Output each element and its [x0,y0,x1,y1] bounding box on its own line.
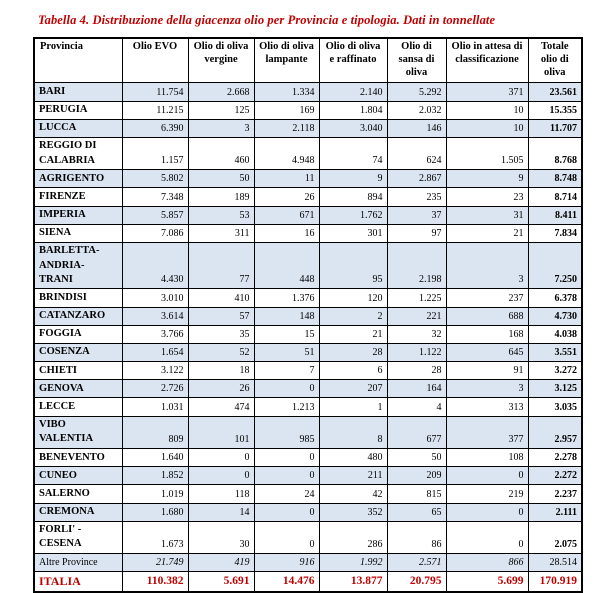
value-cell: 28 [387,362,446,380]
value-cell: 688 [446,307,528,325]
total-cell: 28.514 [528,554,582,572]
value-cell: 169 [254,101,319,119]
value-cell: 16 [254,224,319,242]
table-row [34,416,582,448]
value-cell: 221 [387,307,446,325]
column-header: Totale olio di oliva [528,38,582,83]
value-cell: 0 [446,467,528,485]
table-body [34,83,582,571]
province-cell: LECCE [34,398,122,416]
value-cell: 21 [446,224,528,242]
total-cell: 2.075 [528,521,582,553]
value-cell: 11 [254,170,319,188]
column-header: Olio di oliva e raffinato [319,38,387,83]
value-cell: 311 [188,224,254,242]
value-cell: 301 [319,224,387,242]
value-cell: 1.673 [122,521,188,553]
value-cell: 377 [446,416,528,448]
value-cell: 1.122 [387,343,446,361]
total-cell: 2.111 [528,503,582,521]
value-cell: 1.157 [122,137,188,169]
value-cell: 0 [188,467,254,485]
value-cell: 624 [387,137,446,169]
province-cell: FIRENZE [34,188,122,206]
value-cell: 2.140 [319,83,387,101]
value-cell: 237 [446,289,528,307]
value-cell: 645 [446,343,528,361]
value-cell: 1.334 [254,83,319,101]
value-cell: 164 [387,380,446,398]
value-cell: 10 [446,119,528,137]
value-cell: 32 [387,325,446,343]
province-cell: BRINDISI [34,289,122,307]
totals-value-cell: 5.699 [446,571,528,592]
value-cell: 0 [446,521,528,553]
value-cell: 0 [188,449,254,467]
total-cell: 3.272 [528,362,582,380]
province-cell: CATANZARO [34,307,122,325]
province-cell: SIENA [34,224,122,242]
value-cell: 9 [446,170,528,188]
value-cell: 1.804 [319,101,387,119]
value-cell: 4.948 [254,137,319,169]
value-cell: 7.086 [122,224,188,242]
table-row [34,119,582,137]
total-cell: 8.714 [528,188,582,206]
column-header: Olio di oliva lampante [254,38,319,83]
value-cell: 352 [319,503,387,521]
total-cell: 4.730 [528,307,582,325]
value-cell: 42 [319,485,387,503]
value-cell: 9 [319,170,387,188]
value-cell: 189 [188,188,254,206]
province-cell: BARI [34,83,122,101]
value-cell: 53 [188,206,254,224]
province-cell: PERUGIA [34,101,122,119]
table-row [34,83,582,101]
total-cell: 15.355 [528,101,582,119]
province-cell: BARLETTA-ANDRIA-TRANI [34,242,122,289]
province-cell: COSENZA [34,343,122,361]
value-cell: 1.225 [387,289,446,307]
province-cell: AGRIGENTO [34,170,122,188]
province-cell: FORLI' - CESENA [34,521,122,553]
province-cell: REGGIO DI CALABRIA [34,137,122,169]
value-cell: 671 [254,206,319,224]
totals-grand-total-cell: 170.919 [528,571,582,592]
total-cell: 4.038 [528,325,582,343]
total-cell: 11.707 [528,119,582,137]
value-cell: 0 [446,503,528,521]
value-cell: 410 [188,289,254,307]
province-cell: SALERNO [34,485,122,503]
value-cell: 15 [254,325,319,343]
totals-value-cell: 5.691 [188,571,254,592]
table-row [34,398,582,416]
table-row [34,101,582,119]
table-row [34,242,582,289]
value-cell: 1 [319,398,387,416]
value-cell: 148 [254,307,319,325]
value-cell: 6.390 [122,119,188,137]
value-cell: 313 [446,398,528,416]
table-title: Tabella 4. Distribuzione della giacenza olio per Provincia e tipologia. Dati in tonnellate [38,13,496,27]
value-cell: 5.292 [387,83,446,101]
table-row [34,188,582,206]
value-cell: 1.019 [122,485,188,503]
total-cell: 8.411 [528,206,582,224]
value-cell: 2.032 [387,101,446,119]
value-cell: 2.571 [387,554,446,572]
value-cell: 57 [188,307,254,325]
value-cell: 24 [254,485,319,503]
table-row [34,521,582,553]
totals-value-cell: 14.476 [254,571,319,592]
value-cell: 1.762 [319,206,387,224]
value-cell: 5.857 [122,206,188,224]
value-cell: 65 [387,503,446,521]
value-cell: 2.668 [188,83,254,101]
giacenza-olio-table [33,37,583,593]
total-cell: 2.237 [528,485,582,503]
total-cell: 2.278 [528,449,582,467]
value-cell: 371 [446,83,528,101]
table-row [34,449,582,467]
table-row [34,485,582,503]
province-cell: GENOVA [34,380,122,398]
document-page [0,13,613,589]
total-cell: 7.250 [528,242,582,289]
value-cell: 1.992 [319,554,387,572]
value-cell: 4 [387,398,446,416]
value-cell: 118 [188,485,254,503]
value-cell: 30 [188,521,254,553]
value-cell: 26 [254,188,319,206]
table-row [34,467,582,485]
total-cell: 2.957 [528,416,582,448]
totals-value-cell: 110.382 [122,571,188,592]
value-cell: 11.754 [122,83,188,101]
province-cell: BENEVENTO [34,449,122,467]
column-header: Olio di sansa di oliva [387,38,446,83]
table-row [34,206,582,224]
table-row [34,503,582,521]
value-cell: 2 [319,307,387,325]
header-row [34,38,582,83]
value-cell: 50 [188,170,254,188]
totals-label-cell: ITALIA [34,571,122,592]
value-cell: 108 [446,449,528,467]
province-cell: CUNEO [34,467,122,485]
value-cell: 7 [254,362,319,380]
value-cell: 168 [446,325,528,343]
value-cell: 460 [188,137,254,169]
value-cell: 51 [254,343,319,361]
table-row [34,289,582,307]
table-row [34,224,582,242]
value-cell: 3.614 [122,307,188,325]
table-row [34,362,582,380]
value-cell: 21 [319,325,387,343]
value-cell: 809 [122,416,188,448]
value-cell: 10 [446,101,528,119]
value-cell: 1.680 [122,503,188,521]
value-cell: 0 [254,380,319,398]
value-cell: 7.348 [122,188,188,206]
value-cell: 31 [446,206,528,224]
value-cell: 3 [446,242,528,289]
value-cell: 3.766 [122,325,188,343]
value-cell: 209 [387,467,446,485]
value-cell: 3 [446,380,528,398]
province-cell: VIBO VALENTIA [34,416,122,448]
value-cell: 474 [188,398,254,416]
province-cell: Altre Province [34,554,122,572]
value-cell: 86 [387,521,446,553]
value-cell: 1.654 [122,343,188,361]
value-cell: 146 [387,119,446,137]
value-cell: 95 [319,242,387,289]
value-cell: 480 [319,449,387,467]
table-header-row [34,38,582,83]
totals-row [34,571,582,592]
value-cell: 448 [254,242,319,289]
table-row [34,343,582,361]
value-cell: 219 [446,485,528,503]
total-cell: 7.834 [528,224,582,242]
value-cell: 207 [319,380,387,398]
value-cell: 14 [188,503,254,521]
total-cell: 23.561 [528,83,582,101]
table-footer [34,571,582,592]
value-cell: 2.118 [254,119,319,137]
value-cell: 211 [319,467,387,485]
table-row [34,325,582,343]
value-cell: 0 [254,503,319,521]
value-cell: 125 [188,101,254,119]
value-cell: 50 [387,449,446,467]
value-cell: 26 [188,380,254,398]
value-cell: 894 [319,188,387,206]
column-header: Olio di oliva vergine [188,38,254,83]
value-cell: 916 [254,554,319,572]
value-cell: 77 [188,242,254,289]
table-row [34,170,582,188]
total-cell: 2.272 [528,467,582,485]
value-cell: 3.010 [122,289,188,307]
province-cell: FOGGIA [34,325,122,343]
province-cell: LUCCA [34,119,122,137]
value-cell: 2.867 [387,170,446,188]
value-cell: 37 [387,206,446,224]
table-row [34,554,582,572]
value-cell: 3.040 [319,119,387,137]
value-cell: 52 [188,343,254,361]
column-header: Olio in attesa di classificazione [446,38,528,83]
value-cell: 677 [387,416,446,448]
value-cell: 21.749 [122,554,188,572]
table-row [34,380,582,398]
value-cell: 815 [387,485,446,503]
value-cell: 5.802 [122,170,188,188]
value-cell: 235 [387,188,446,206]
value-cell: 2.726 [122,380,188,398]
value-cell: 3 [188,119,254,137]
value-cell: 74 [319,137,387,169]
value-cell: 11.215 [122,101,188,119]
value-cell: 1.640 [122,449,188,467]
value-cell: 0 [254,521,319,553]
value-cell: 18 [188,362,254,380]
table-row [34,137,582,169]
value-cell: 1.031 [122,398,188,416]
value-cell: 1.852 [122,467,188,485]
value-cell: 4.430 [122,242,188,289]
total-cell: 6.378 [528,289,582,307]
value-cell: 0 [254,467,319,485]
value-cell: 23 [446,188,528,206]
value-cell: 286 [319,521,387,553]
value-cell: 6 [319,362,387,380]
table-row [34,307,582,325]
value-cell: 2.198 [387,242,446,289]
value-cell: 91 [446,362,528,380]
value-cell: 3.122 [122,362,188,380]
column-header: Provincia [34,38,122,83]
province-cell: CHIETI [34,362,122,380]
value-cell: 35 [188,325,254,343]
value-cell: 1.213 [254,398,319,416]
value-cell: 0 [254,449,319,467]
value-cell: 866 [446,554,528,572]
totals-value-cell: 13.877 [319,571,387,592]
total-cell: 8.768 [528,137,582,169]
value-cell: 97 [387,224,446,242]
value-cell: 120 [319,289,387,307]
value-cell: 8 [319,416,387,448]
value-cell: 1.505 [446,137,528,169]
value-cell: 28 [319,343,387,361]
value-cell: 985 [254,416,319,448]
province-cell: CREMONA [34,503,122,521]
total-cell: 3.035 [528,398,582,416]
column-header: Olio EVO [122,38,188,83]
total-cell: 8.748 [528,170,582,188]
value-cell: 101 [188,416,254,448]
value-cell: 419 [188,554,254,572]
value-cell: 1.376 [254,289,319,307]
total-cell: 3.551 [528,343,582,361]
total-cell: 3.125 [528,380,582,398]
province-cell: IMPERIA [34,206,122,224]
totals-value-cell: 20.795 [387,571,446,592]
